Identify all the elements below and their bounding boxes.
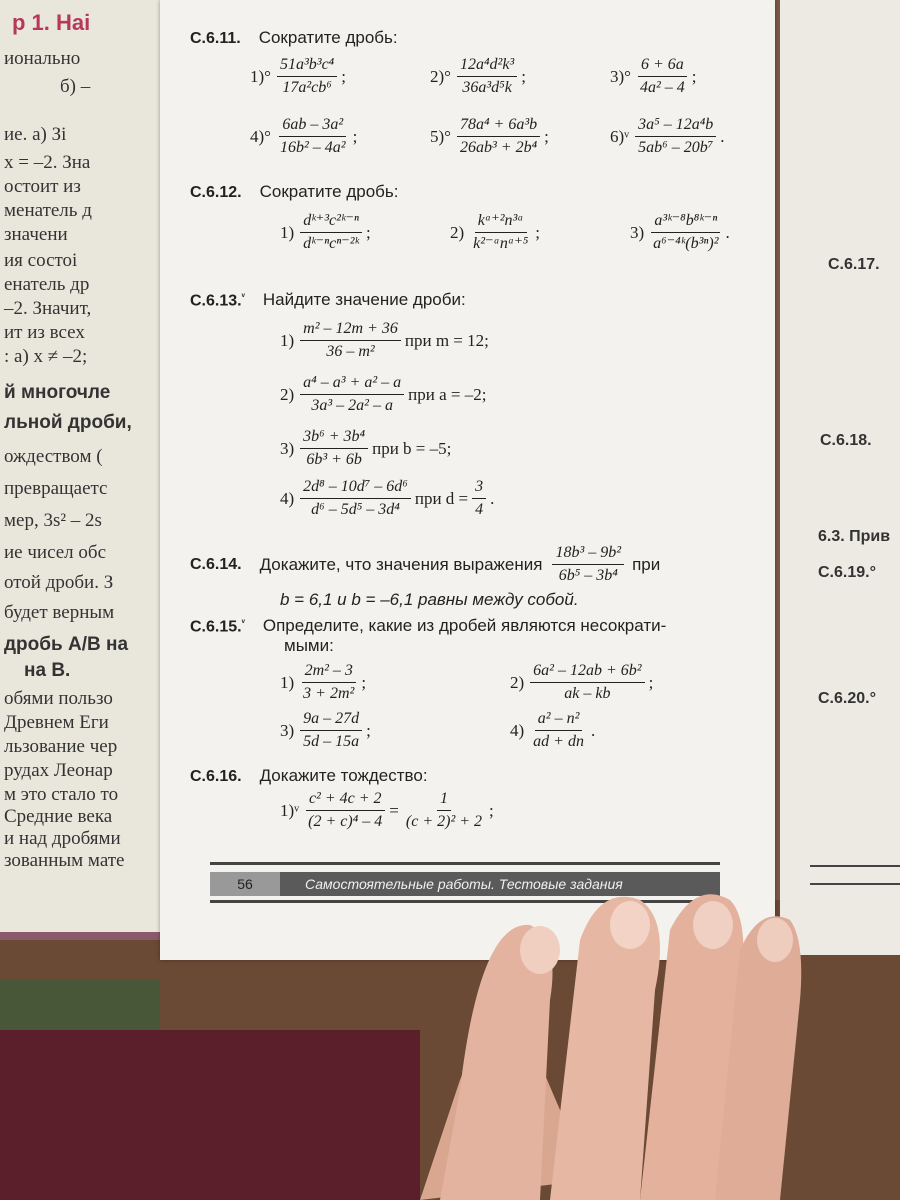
- fraction-item: [280, 428, 451, 470]
- left-text-line: превращаетс: [4, 478, 108, 499]
- fraction-item: [430, 116, 610, 158]
- numerator: 3: [472, 478, 486, 499]
- left-text-line: рудах Леонар: [4, 760, 113, 781]
- left-text-line: льзование чер: [4, 736, 118, 757]
- fraction: [300, 710, 362, 752]
- exercise-title: Докажите тождество:: [259, 766, 428, 785]
- left-text-line: и над дробями: [4, 828, 121, 849]
- fraction-item: [510, 662, 653, 704]
- exercise-number: С.6.11.: [190, 30, 241, 47]
- denominator: dᵏ⁻ⁿcⁿ⁻²ᵏ: [303, 235, 360, 253]
- left-text-line: енатель др: [4, 274, 90, 295]
- exercise-title-cont: мыми:: [284, 636, 334, 655]
- punctuation: ;: [648, 672, 654, 692]
- denominator: 5d – 15a: [303, 733, 360, 751]
- exercise-row: [280, 790, 494, 832]
- item-label: 1)ᵛ: [280, 800, 300, 820]
- fraction: [530, 710, 587, 752]
- item-label: 1)°: [250, 66, 271, 86]
- fraction-item: [250, 116, 430, 158]
- equals-sign: =: [389, 800, 399, 820]
- fraction: [300, 320, 401, 362]
- denominator: 4a² – 4: [639, 79, 685, 97]
- exercise-title: Определите, какие из дробей являются несократи-: [262, 616, 667, 635]
- numerator: kᵃ⁺²n³ᵃ: [475, 212, 527, 233]
- left-text-line: ождеством (: [4, 446, 103, 467]
- fraction-item: [280, 478, 494, 520]
- punctuation: ;: [535, 222, 541, 242]
- fraction-item: [250, 56, 430, 98]
- fraction: [300, 374, 404, 416]
- fraction: [300, 662, 357, 704]
- exercise-title: Найдите значение дроби:: [262, 290, 466, 309]
- punctuation: ;: [366, 720, 371, 740]
- exercise-text: Докажите, что значения выражения: [259, 554, 543, 574]
- left-text-line: ия состоі: [4, 250, 78, 271]
- numerator: 6 + 6a: [638, 56, 687, 77]
- left-text-line: : а) x ≠ –2;: [4, 346, 88, 367]
- item-label: 2): [450, 222, 465, 242]
- fraction: [300, 428, 368, 470]
- denominator: 16b² – 4a²: [279, 139, 346, 157]
- exercise-c611: [190, 28, 760, 48]
- left-text-line: значени: [4, 224, 68, 245]
- item-label: 4): [510, 720, 525, 740]
- exercise-title: Сократите дробь:: [259, 182, 399, 201]
- denominator: 36a³d⁵k: [462, 79, 512, 97]
- left-text-line: ионально: [4, 48, 81, 69]
- right-section-label: 6.3. Прив: [818, 528, 891, 545]
- exercise-row: [280, 428, 451, 470]
- left-text-line: остоит из: [4, 176, 81, 197]
- exercise-number: [190, 291, 245, 310]
- exercise-text: при: [632, 554, 661, 574]
- difficulty-mark: ᵛ: [241, 616, 245, 627]
- fraction: [470, 212, 531, 254]
- fraction: [457, 116, 540, 158]
- item-label: 2)°: [430, 66, 451, 86]
- exercise-c615: [190, 616, 760, 656]
- fraction-item: [510, 710, 595, 752]
- right-section-label: С.6.17.: [828, 256, 880, 273]
- numerator: 9a – 27d: [300, 710, 362, 731]
- left-text-line: льной дроби,: [4, 412, 132, 433]
- difficulty-mark: ᵛ: [241, 290, 245, 301]
- page-number: 56: [210, 872, 280, 896]
- left-text-line: Средние века: [4, 806, 113, 827]
- denominator: 6b⁵ – 3b⁴: [558, 567, 618, 585]
- punctuation: ;: [521, 66, 526, 86]
- fraction: [300, 212, 362, 254]
- exercise-row: [280, 478, 494, 520]
- fingernail: [520, 926, 560, 974]
- exercise-title: Сократите дробь:: [258, 28, 398, 47]
- numerator: a² – n²: [535, 710, 583, 731]
- fingernail: [693, 901, 733, 949]
- footer-rule-top: [210, 862, 720, 865]
- denominator: 5ab⁶ – 20b⁷: [638, 139, 714, 157]
- item-label: 4)°: [250, 126, 271, 146]
- main-book-page: [160, 0, 775, 960]
- numerator: 12a⁴d²k³: [457, 56, 517, 77]
- exercise-row: [280, 662, 653, 704]
- fraction-item: [610, 116, 725, 158]
- left-text-line: отой дроби. З: [4, 572, 114, 593]
- exercise-text-line: b = 6,1 и b = –6,1 равны между собой.: [280, 589, 579, 609]
- punctuation: .: [720, 126, 725, 146]
- punctuation: ;: [361, 672, 367, 692]
- punctuation: ;: [366, 222, 371, 242]
- denominator: 26ab³ + 2b⁴: [459, 139, 538, 157]
- punctuation: ;: [489, 800, 494, 820]
- numerator: 2d⁸ – 10d⁷ – 6d⁶: [300, 478, 411, 499]
- exercise-row: [250, 56, 697, 98]
- rhs-fraction: [403, 790, 485, 832]
- hand-illustration: [420, 880, 900, 1200]
- punctuation: ;: [544, 126, 549, 146]
- denominator: (c + 2)² + 2: [405, 813, 483, 831]
- exercise-row: [280, 374, 486, 416]
- item-label: 1): [280, 222, 295, 242]
- item-label: 5)°: [430, 126, 451, 146]
- condition: при d =: [414, 488, 469, 508]
- exercise-c613: [190, 290, 760, 310]
- denominator: 6b³ + 6b: [306, 451, 362, 469]
- value-fraction: [472, 478, 486, 520]
- item-label: 3): [280, 438, 295, 458]
- left-text-line: м это стало то: [4, 784, 119, 805]
- numerator: 6a² – 12ab + 6b²: [530, 662, 644, 683]
- right-section-label: С.6.18.: [820, 432, 872, 449]
- right-section-label: С.6.20.°: [818, 690, 876, 707]
- left-text-line: на B.: [24, 660, 71, 681]
- fraction-item: [280, 662, 510, 704]
- denominator: 3 + 2m²: [303, 685, 355, 703]
- denominator: a⁶⁻⁴ᵏ(b³ⁿ)²: [653, 235, 719, 253]
- numerator: 2m² – 3: [302, 662, 356, 683]
- item-label: 6)ᵛ: [610, 126, 630, 146]
- condition: при b = –5;: [372, 438, 452, 458]
- fraction-item: [430, 56, 610, 98]
- fraction-item: [280, 710, 510, 752]
- punctuation: ;: [352, 126, 358, 146]
- left-text-line: –2. Значит,: [4, 298, 92, 319]
- fraction-item: [450, 212, 630, 254]
- left-text-line: ие чисел обс: [4, 542, 107, 563]
- denominator: ak – kb: [564, 685, 611, 703]
- lhs-fraction: [305, 790, 385, 832]
- numerator: c² + 4c + 2: [306, 790, 385, 811]
- exercise-c612: [190, 182, 760, 202]
- fraction: [530, 662, 644, 704]
- left-text-line: x = –2. Зна: [4, 152, 91, 173]
- denominator: 36 – m²: [326, 343, 375, 361]
- left-text-line: дробь A/B на: [4, 634, 129, 655]
- condition: при m = 12;: [404, 330, 489, 350]
- fingernail: [757, 918, 793, 962]
- left-text-line: ит из всех: [4, 322, 85, 343]
- exercise-c614: [190, 544, 760, 610]
- numerator: 78a⁴ + 6a³b: [457, 116, 540, 137]
- fraction: [635, 116, 716, 158]
- denominator: (2 + c)⁴ – 4: [308, 813, 383, 831]
- footer-title: Самостоятельные работы. Тестовые задания: [305, 876, 623, 892]
- fraction: [650, 212, 721, 254]
- denominator: ad + dn: [533, 733, 584, 751]
- identity-item: [280, 790, 494, 832]
- numerator: 3b⁶ + 3b⁴: [300, 428, 368, 449]
- fraction-item: [630, 212, 730, 254]
- denominator: 17a²cb⁶: [282, 79, 332, 97]
- fraction: [300, 478, 411, 520]
- exercise-row: [250, 116, 725, 158]
- item-label: 2): [510, 672, 525, 692]
- fraction: [552, 544, 624, 586]
- left-text-line: й многочле: [4, 382, 111, 403]
- condition: при a = –2;: [408, 384, 487, 404]
- numerator: 18b³ – 9b²: [552, 544, 624, 565]
- item-label: 1): [280, 672, 295, 692]
- exercise-number: [190, 617, 245, 636]
- item-label: 2): [280, 384, 295, 404]
- item-label: 3)°: [610, 66, 631, 86]
- exercise-row: [280, 212, 730, 254]
- numerator: 1: [437, 790, 451, 811]
- numerator: m² – 12m + 36: [300, 320, 401, 341]
- exercise-number: С.6.12.: [190, 184, 242, 201]
- punctuation: .: [490, 488, 495, 508]
- left-book-page: [0, 0, 160, 940]
- fraction: [637, 56, 688, 98]
- exercise-c616: [190, 766, 760, 786]
- exercise-number-text: С.6.15.: [190, 618, 242, 635]
- left-page-header: р 1. Наі: [12, 10, 91, 35]
- left-text-line: будет верным: [4, 602, 115, 623]
- exercise-row: [280, 320, 489, 362]
- punctuation: ;: [341, 66, 346, 86]
- right-section-label: С.6.19.°: [818, 564, 876, 581]
- fraction-item: [280, 320, 489, 362]
- denominator: k²⁻ᵃnᵃ⁺⁵: [473, 235, 529, 253]
- item-label: 3): [280, 720, 295, 740]
- denominator: 3a³ – 2a² – a: [311, 397, 393, 415]
- item-label: 4): [280, 488, 295, 508]
- left-text-line: обями пользо: [4, 688, 113, 709]
- item-label: 3): [630, 222, 645, 242]
- denominator: 4: [475, 501, 484, 519]
- exercise-row: [280, 710, 595, 752]
- numerator: a³ᵏ⁻⁸b⁸ᵏ⁻ⁿ: [651, 212, 720, 233]
- numerator: dᵏ⁺³c²ᵏ⁻ⁿ: [300, 212, 362, 233]
- fraction-item: [280, 374, 486, 416]
- exercise-number-text: С.6.13.: [190, 292, 242, 309]
- fraction: [277, 116, 349, 158]
- exercise-number: С.6.14.: [190, 555, 242, 573]
- punctuation: .: [590, 720, 596, 740]
- numerator: 51a³b³c⁴: [277, 56, 337, 77]
- numerator: 3a⁵ – 12a⁴b: [635, 116, 716, 137]
- fraction: [277, 56, 337, 98]
- punctuation: ;: [691, 66, 697, 86]
- fraction-item: [610, 56, 697, 98]
- fingernail: [610, 901, 650, 949]
- red-cloth: [0, 1030, 420, 1200]
- numerator: a⁴ – a³ + a² – a: [300, 374, 404, 395]
- fraction: [457, 56, 517, 98]
- denominator: d⁶ – 5d⁵ – 3d⁴: [311, 501, 400, 519]
- punctuation: .: [725, 222, 730, 242]
- item-label: 1): [280, 330, 295, 350]
- left-text-line: б) –: [60, 76, 91, 97]
- left-text-line: Древнем Еги: [4, 712, 109, 733]
- left-text-line: менатель д: [4, 200, 92, 221]
- fraction-item: [280, 212, 450, 254]
- right-book-page: [780, 0, 900, 955]
- left-text-line: мер, 3s² – 2s: [4, 510, 102, 531]
- numerator: 6ab – 3a²: [279, 116, 346, 137]
- exercise-number: С.6.16.: [190, 768, 242, 785]
- left-text-line: ие. а) Зі: [4, 124, 67, 145]
- left-text-line: зованным мате: [4, 850, 125, 871]
